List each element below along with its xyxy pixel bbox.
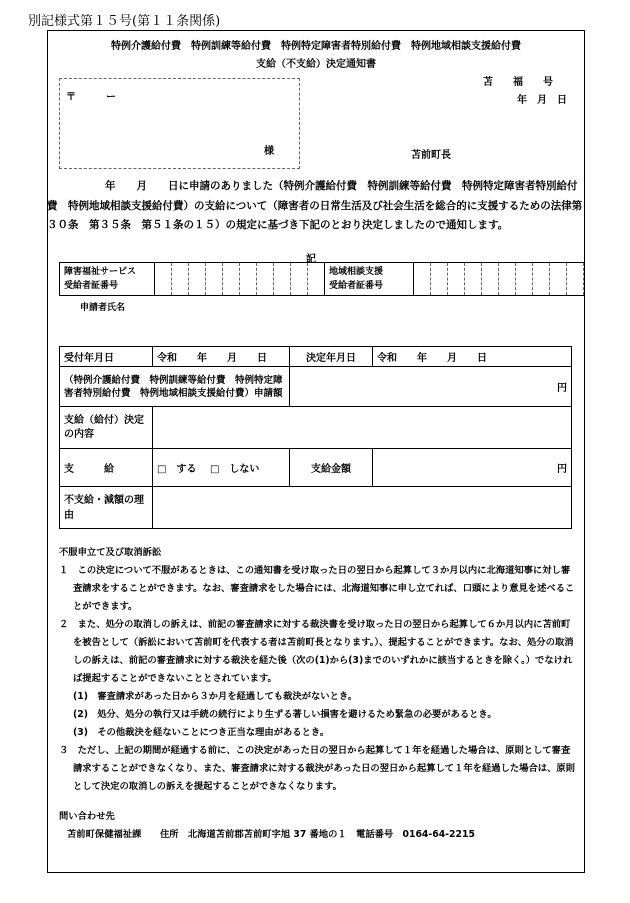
payment-options: [153, 449, 290, 487]
appeal-item-1: (1) 審査請求があった日から３か月を経過しても裁決がないとき。: [73, 691, 358, 702]
document-title-line1: 特例介護給付費 特例訓練等給付費 特例特定障害者特別給付費 特例地域相談支援給付費: [111, 41, 521, 52]
reason-label: 不支給・減額の理由: [60, 487, 153, 529]
received-date-label: 受付年月日: [60, 347, 153, 367]
application-amount-label: （特例介護給付費 特例訓練等給付費 特例特定障害者特別給付費 特例地域相談支援給付費）申請額: [60, 367, 290, 407]
document-title-line2: 支給（不支給）決定通知書: [256, 59, 376, 70]
recipient-honorific: 様: [264, 146, 274, 157]
document-number: 苫 福 号: [483, 77, 553, 88]
contact-details: 苫前町保健福祉課 住所 北海道苫前郡苫前町字旭 37 番地の１ 電話番号 0164-64-2215: [67, 829, 475, 840]
decision-table: [59, 346, 572, 529]
appeal-paragraph-3: ３ ただし、上記の期間が経過する前に、この決定があった日の翌日から起算して１年を経過した場合は、原則として審査請求することができなくなり、また、審査請求に対する裁決があった日の翌日から起算して１年を経過した場合は、原則として決定の取消しの訴えを提起することができなくなります。: [59, 745, 575, 792]
decision-date-value: 令和 年 月 日: [373, 347, 572, 367]
reason-value: [153, 487, 572, 529]
application-amount-yen: 円: [290, 367, 572, 407]
certificate-number-table: [59, 262, 584, 296]
decision-content-label: 支給（給付）決定の内容: [60, 407, 153, 449]
payment-amount-yen: 円: [373, 449, 572, 487]
issuer-name: 苫前町長: [411, 150, 451, 161]
applicant-name-label: 申請者氏名: [80, 303, 126, 313]
contact-section: [59, 808, 579, 844]
consultation-certificate-label: 地域相談支援 受給者証番号: [325, 263, 414, 296]
payment-amount-label: 支給金額: [290, 449, 373, 487]
contact-heading: 問い合わせ先: [59, 811, 115, 822]
postal-code: 〒 ー: [66, 92, 116, 103]
appeal-item-2: (2) 処分、処分の執行又は手続の続行により生ずる著しい損害を避けるため緊急の必要があるとき。: [73, 709, 497, 720]
body-text: 年 月 日に申請のありました（特例介護給付費 特例訓練等給付費 特例特定障害者特別給付費 特例地域相談支援給付費）の支給について（障害者の日常生活及び社会生活を総合的に支援するための法律第３０条 第３５条 第５１条の１５）の規定に基づき下記のとおり決定しましたので通知します。: [47, 180, 583, 231]
decision-date-label: 決定年月日: [290, 347, 373, 367]
ki-marker: 記: [306, 254, 316, 265]
decision-content-value: [153, 407, 572, 449]
payment-do-checkbox[interactable]: □ する: [157, 464, 197, 475]
form-number: 別記様式第１５号(第１１条関係): [28, 14, 221, 29]
appeal-paragraph-2: ２ また、処分の取消しの訴えは、前記の審査請求に対する裁決書を受け取った日の翌日から起算して６か月以内に苫前町を被告として（訴訟において苫前町を代表する者は苫前町長となります。）、提起することができます。なお、処分の取消しの訴えは、前記の審査請求に対する裁決を経た後（次の(1)から(3)までのいずれかに該当するときを除く。）でなければ提起することができないこととされています。: [59, 619, 574, 684]
payment-dont-checkbox[interactable]: □ しない: [209, 464, 260, 475]
received-date-value: 令和 年 月 日: [153, 347, 290, 367]
appeal-paragraph-1: １ この決定について不服があるときは、この通知書を受け取った日の翌日から起算して３か月以内に北海道知事に対し審査請求をすることができます。なお、審査請求をした場合には、北海道知事に申し立てれば、口頭により意見を述べることができます。: [59, 565, 575, 612]
payment-label: 支 給: [60, 449, 153, 487]
service-certificate-label: 障害福祉サービス 受給者証番号: [60, 263, 155, 296]
appeal-item-3: (3) その他裁決を経ないことにつき正当な理由があるとき。: [73, 727, 330, 738]
appeal-section: [59, 544, 579, 796]
document-date: 年 月 日: [517, 95, 567, 106]
appeal-heading: 不服申立て及び取消訴訟: [59, 547, 162, 558]
